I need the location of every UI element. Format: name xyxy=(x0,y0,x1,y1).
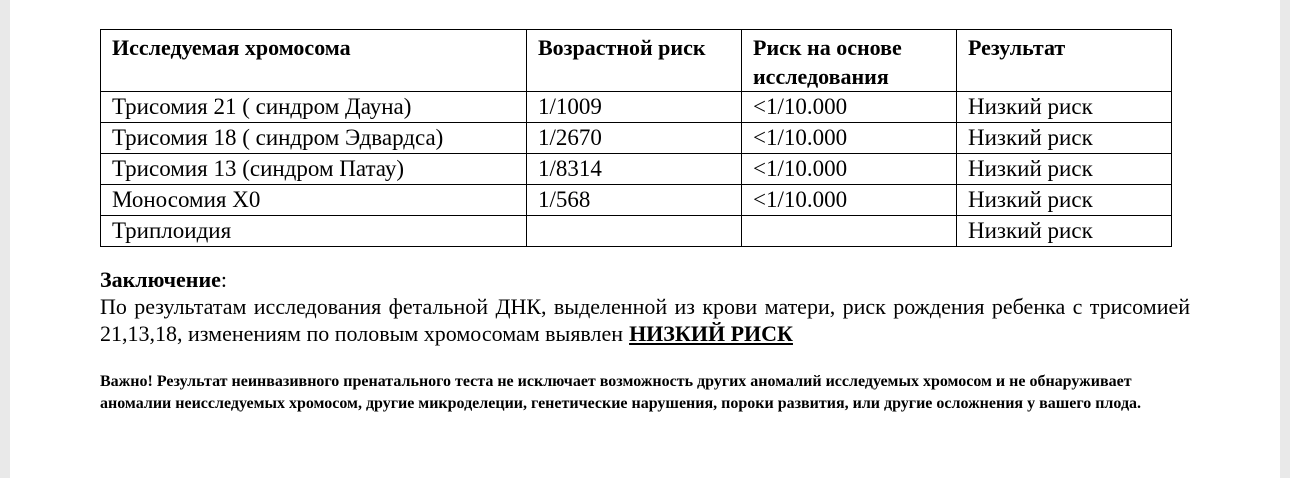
cell-study-risk: <1/10.000 xyxy=(742,185,957,216)
cell-study-risk: <1/10.000 xyxy=(742,154,957,185)
table-row xyxy=(101,154,1172,185)
cell-age-risk: 1/568 xyxy=(527,185,742,216)
cell-age-risk: 1/2670 xyxy=(527,123,742,154)
header-result: Результат xyxy=(957,30,1172,92)
conclusion-verdict: НИЗКИЙ РИСК xyxy=(629,321,793,346)
table-row xyxy=(101,216,1172,247)
table-header-row xyxy=(101,30,1172,92)
cell-study-risk xyxy=(742,216,957,247)
header-age-risk: Возрастной риск xyxy=(527,30,742,92)
header-chromosome: Исследуемая хромосома xyxy=(101,30,527,92)
cell-result: Низкий риск xyxy=(957,216,1172,247)
cell-chromosome: Трисомия 18 ( синдром Эдвардса) xyxy=(101,123,527,154)
cell-chromosome: Триплоидия xyxy=(101,216,527,247)
cell-result: Низкий риск xyxy=(957,92,1172,123)
cell-study-risk: <1/10.000 xyxy=(742,92,957,123)
cell-chromosome: Трисомия 21 ( синдром Дауна) xyxy=(101,92,527,123)
table-row xyxy=(101,185,1172,216)
table-row xyxy=(101,92,1172,123)
table-row xyxy=(101,123,1172,154)
conclusion-text-block xyxy=(100,293,1190,347)
cell-study-risk: <1/10.000 xyxy=(742,123,957,154)
cell-age-risk: 1/1009 xyxy=(527,92,742,123)
important-note: Важно! Результат неинвазивного пренатального теста не исключает возможность других аномалий исследуемых хромосом и не обнаруживает аномалии неисследуемых хромосом, другие микроделеции, генетические нарушения, пороки развития, или другие осложнения у вашего плода. xyxy=(100,373,1142,412)
conclusion-section xyxy=(100,266,1190,347)
conclusion-heading: Заключение xyxy=(100,267,221,292)
cell-chromosome: Трисомия 13 (синдром Патау) xyxy=(101,154,527,185)
chromosome-results-table xyxy=(100,29,1172,247)
conclusion-heading-line: Заключение: xyxy=(100,267,228,292)
conclusion-text: По результатам исследования фетальной ДНК, выделенной из крови матери, риск рождения ребенка с трисомией 21,13,18, изменениям по половым хромосомам выявлен xyxy=(100,294,1190,346)
header-study-risk: Риск на основе исследования xyxy=(742,30,957,92)
document-page xyxy=(10,0,1280,478)
cell-age-risk xyxy=(527,216,742,247)
cell-result: Низкий риск xyxy=(957,154,1172,185)
cell-result: Низкий риск xyxy=(957,123,1172,154)
cell-result: Низкий риск xyxy=(957,185,1172,216)
cell-age-risk: 1/8314 xyxy=(527,154,742,185)
cell-chromosome: Моносомия Х0 xyxy=(101,185,527,216)
